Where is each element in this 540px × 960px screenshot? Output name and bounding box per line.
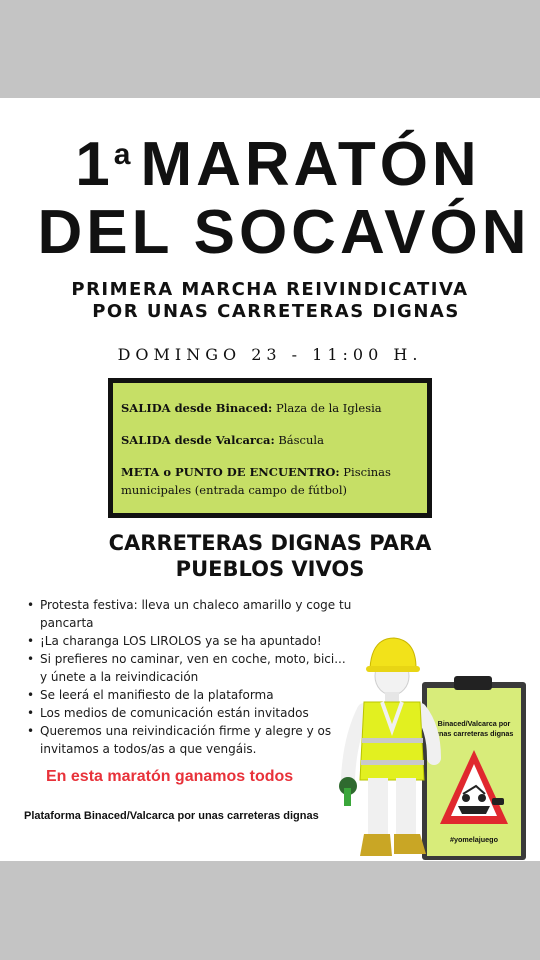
info-value: Báscula <box>274 433 324 447</box>
info-start-binaced <box>121 399 421 417</box>
worker-body <box>339 638 434 856</box>
slogan: En esta maratón ganamos todos <box>46 768 294 785</box>
heading-line-1: CARRETERAS DIGNAS PARA <box>108 531 432 555</box>
list-item <box>24 632 354 650</box>
bullet-icon: • <box>27 724 35 738</box>
list-item-text: Se leerá el manifiesto de la plataforma <box>40 688 274 702</box>
list-item-text: Los medios de comunicación están invitados <box>40 706 309 720</box>
sign-line-2: unas carreteras dignas <box>434 729 514 738</box>
bullet-icon: • <box>27 634 35 648</box>
title-line-2: DEL SOCAVÓN <box>37 198 531 267</box>
sign-hashtag: #yomelajuego <box>450 835 498 844</box>
title-ordinal-suffix: a <box>113 138 135 171</box>
list-item <box>24 596 354 632</box>
bullet-icon: • <box>27 688 35 702</box>
bullet-icon: • <box>27 598 35 612</box>
bullet-icon: • <box>27 706 35 720</box>
title-ordinal: 1 <box>75 130 114 199</box>
bullet-icon: • <box>27 652 35 666</box>
list-item-text: Si prefieres no caminar, ven en coche, moto, bici... y únete a la reivindicación <box>40 652 346 684</box>
info-value: Piscinas municipales (entrada campo de fútbol) <box>121 465 391 497</box>
construction-worker-figure <box>330 628 540 861</box>
subtitle-line-2: POR UNAS CARRETERAS DIGNAS <box>92 301 460 322</box>
list-item <box>24 650 354 686</box>
footer-organizer: Plataforma Binaced/Valcarca por unas carreteras dignas <box>24 810 319 822</box>
title-line-1 <box>8 130 540 199</box>
list-item <box>24 722 354 758</box>
info-meeting-point <box>121 463 421 499</box>
list-item-text: Protesta festiva: lleva un chaleco amarillo y coge tu pancarta <box>40 598 352 630</box>
info-box <box>108 378 432 518</box>
info-label: META o PUNTO DE ENCUENTRO: <box>121 465 340 479</box>
list-item <box>24 686 354 704</box>
list-item <box>24 704 354 722</box>
heading-line-2: PUEBLOS VIVOS <box>175 557 365 581</box>
event-date: DOMINGO 23 - 11:00 H. <box>117 345 423 364</box>
info-label: SALIDA desde Valcarca: <box>121 433 275 447</box>
poster <box>0 98 540 861</box>
info-start-valcarca <box>121 431 421 449</box>
bullet-list <box>24 596 354 758</box>
info-label: SALIDA desde Binaced: <box>121 401 273 415</box>
info-value: Plaza de la Iglesia <box>272 401 382 415</box>
title-marathon: MARATÓN <box>140 130 481 199</box>
subtitle-line-1: PRIMERA MARCHA REIVINDICATIVA <box>71 279 469 300</box>
clipboard-icon <box>422 676 526 860</box>
list-item-text: Queremos una reivindicación firme y alegre y os invitamos a todos/as a que vengáis. <box>40 724 332 756</box>
sign-line-1: Binaced/Valcarca por <box>437 719 511 728</box>
list-item-text: ¡La charanga LOS LIROLOS ya se ha apuntado! <box>40 634 322 648</box>
